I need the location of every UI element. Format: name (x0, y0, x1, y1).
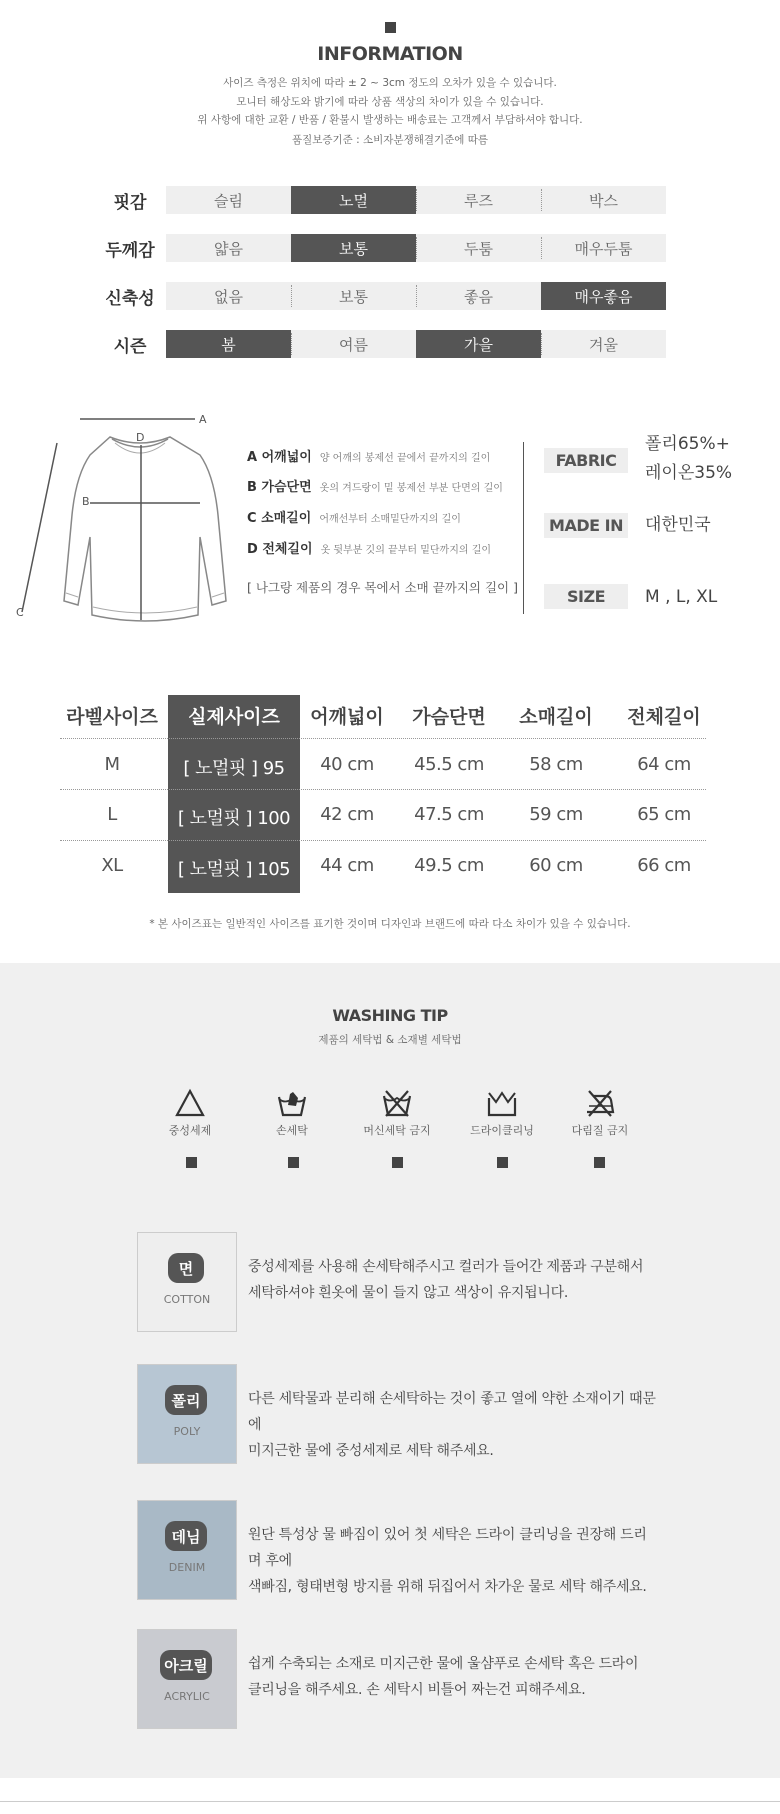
attribute-bar (166, 330, 666, 358)
material-english: COTTON (163, 1293, 211, 1306)
material-image (137, 1232, 237, 1332)
attribute-option: 루즈 (416, 186, 541, 214)
label-c: C (16, 606, 24, 619)
attribute-bar (166, 186, 666, 214)
attribute-option: 슬림 (214, 191, 243, 210)
table-cell: 64 cm (637, 754, 691, 775)
attribute-option: 매우두툼 (541, 234, 666, 262)
attribute-bar (166, 282, 666, 310)
table-header: 실제사이즈 (188, 706, 280, 728)
measurement-desc: 양 어깨의 봉제선 끝에서 끝까지의 길이 (319, 453, 491, 464)
care-line: 쉽게 수축되는 소재로 미지근한 물에 울샴푸로 손세탁 혹은 드라이 (248, 1656, 639, 1672)
table-header: 어깨넓이 (310, 706, 384, 728)
care-line: 색빠짐, 형태변형 방지를 위해 뒤집어서 차가운 물로 세탁 해주세요. (248, 1579, 647, 1595)
attribute-option: 매우좋음 (541, 282, 666, 310)
table-cell: L (107, 804, 117, 825)
size-label: SIZE (544, 584, 628, 609)
attribute-option: 두툼 (416, 234, 541, 262)
measurement-name: A 어깨넓이 (247, 450, 312, 465)
neutral-detergent-icon (174, 1088, 206, 1118)
measurement-desc: 옷의 겨드랑이 밑 봉제선 부분 단면의 길이 (319, 483, 503, 494)
attribute-option: 여름 (291, 330, 416, 358)
material-care-text (248, 1651, 658, 1703)
table-header: 소매길이 (519, 706, 593, 728)
table-cell: M (104, 754, 120, 775)
table-cell: 65 cm (637, 804, 691, 825)
information-title: INFORMATION (317, 43, 463, 65)
dry-clean (452, 1088, 552, 1138)
wash-icon-label: 다림질 금지 (571, 1124, 629, 1137)
wash-icon-label: 드라이클리닝 (470, 1124, 534, 1137)
attribute-label: 핏감 (113, 193, 147, 213)
made-in-value: 대한민국 (645, 515, 711, 535)
table-cell: 58 cm (529, 754, 583, 775)
material-badge: 아크릴 (160, 1650, 212, 1680)
dry-clean-icon (486, 1088, 518, 1118)
table-cell: 60 cm (529, 855, 583, 876)
material-care-text (248, 1522, 658, 1600)
no-machine-wash (347, 1088, 447, 1138)
table-cell: [ 노멀핏 ] 100 (177, 808, 291, 829)
wash-marker (186, 1157, 197, 1168)
table-cell: 49.5 cm (414, 855, 484, 876)
care-line: 세탁하셔야 흰옷에 물이 들지 않고 색상이 유지됩니다. (248, 1285, 568, 1301)
measurement-definition (247, 476, 503, 495)
table-cell: [ 노멀핏 ] 105 (177, 859, 291, 880)
size-value: M , L, XL (645, 587, 718, 607)
table-cell: 45.5 cm (414, 754, 484, 775)
care-line: 클리닝을 해주세요. 손 세탁시 비틀어 짜는건 피해주세요. (248, 1682, 586, 1698)
measurement-desc: 옷 뒷부분 깃의 끝부터 밑단까지의 길이 (320, 545, 492, 556)
material-badge: 데님 (165, 1521, 207, 1551)
measurement-name: C 소매길이 (247, 511, 312, 526)
table-cell: 44 cm (320, 855, 374, 876)
care-line: 미지근한 물에 중성세제로 세탁 해주세요. (248, 1443, 494, 1459)
attribute-option: 좋음 (416, 282, 541, 310)
info-line: 모니터 해상도와 밝기에 따라 상품 색상의 차이가 있을 수 있습니다. (236, 96, 544, 108)
material-image (137, 1500, 237, 1600)
raglan-note: [ 나그랑 제품의 경우 목에서 소매 끝까지의 길이 ] (247, 580, 518, 595)
measurement-name: B 가슴단면 (247, 480, 312, 495)
row-divider (60, 738, 706, 739)
wash-marker (288, 1157, 299, 1168)
neutral-detergent (140, 1088, 240, 1138)
material-badge: 면 (168, 1253, 204, 1283)
material-english: DENIM (168, 1561, 206, 1574)
material-badge: 폴리 (165, 1385, 207, 1415)
no-ironing (550, 1088, 650, 1138)
material-care-text (248, 1386, 658, 1464)
attribute-option: 얇음 (214, 239, 243, 258)
made-in-label: MADE IN (544, 513, 628, 538)
fabric-line: 레이온35% (645, 463, 733, 483)
attribute-label: 신축성 (105, 289, 155, 309)
attribute-option: 박스 (541, 186, 666, 214)
wash-marker (497, 1157, 508, 1168)
attribute-option: 가을 (416, 330, 541, 358)
info-line: 품질보증기준 : 소비자분쟁해결기준에 따름 (291, 134, 489, 146)
attribute-option: 노멀 (291, 186, 416, 214)
attribute-option: 보통 (291, 282, 416, 310)
table-header: 라벨사이즈 (66, 706, 158, 728)
attribute-label: 시즌 (113, 337, 147, 357)
table-cell: 40 cm (320, 754, 374, 775)
material-care-text (248, 1254, 658, 1306)
attribute-option: 겨울 (541, 330, 666, 358)
bottom-divider (0, 1801, 780, 1802)
attribute-option: 봄 (166, 330, 291, 358)
material-english: POLY (173, 1425, 201, 1438)
attribute-label: 두께감 (105, 241, 155, 261)
fabric-label: FABRIC (544, 448, 628, 473)
washing-subtitle: 제품의 세탁법 & 소재별 세탁법 (318, 1034, 462, 1046)
measurement-name: D 전체길이 (247, 542, 313, 557)
fabric-value (645, 430, 732, 488)
measurement-desc: 어깨선부터 소매밑단까지의 길이 (319, 514, 461, 525)
row-divider (60, 840, 706, 841)
no-machine-wash-icon (380, 1088, 414, 1118)
section-marker (385, 22, 396, 33)
wash-icon-label: 중성세제 (168, 1124, 212, 1137)
material-image (137, 1629, 237, 1729)
wash-icon-label: 손세탁 (276, 1124, 308, 1137)
hand-wash-icon (276, 1088, 308, 1118)
table-cell: 47.5 cm (414, 804, 484, 825)
fabric-line: 폴리65%+ (645, 434, 730, 454)
table-cell: 66 cm (637, 855, 691, 876)
hand-wash (242, 1088, 342, 1138)
table-cell: XL (101, 855, 123, 876)
table-header: 전체길이 (627, 706, 701, 728)
wash-marker (594, 1157, 605, 1168)
label-d: D (136, 431, 145, 444)
attribute-bar (166, 234, 666, 262)
attribute-option: 보통 (291, 234, 416, 262)
wash-icon-label: 머신세탁 금지 (363, 1124, 431, 1137)
attribute-option: 없음 (214, 287, 243, 306)
label-b: B (82, 495, 90, 508)
washing-title: WASHING TIP (332, 1006, 448, 1025)
care-line: 중성세제를 사용해 손세탁해주시고 컬러가 들어간 제품과 구분해서 (248, 1259, 644, 1275)
care-line: 다른 세탁물과 분리해 손세탁하는 것이 좋고 열에 약한 소재이기 때문에 (248, 1391, 656, 1433)
info-line: 사이즈 측정은 위치에 따라 ± 2 ~ 3cm 정도의 오차가 있을 수 있습니다. (223, 77, 557, 89)
measurement-definition (247, 507, 461, 526)
care-line: 원단 특성상 물 빠짐이 있어 첫 세탁은 드라이 클리닝을 권장해 드리며 후에 (248, 1527, 647, 1569)
table-cell: 59 cm (529, 804, 583, 825)
size-note: * 본 사이즈표는 일반적인 사이즈를 표기한 것이며 디자인과 브랜드에 따라 다소 차이가 있을 수 있습니다. (149, 918, 631, 930)
material-image (137, 1364, 237, 1464)
row-divider (60, 789, 706, 790)
wash-marker (392, 1157, 403, 1168)
table-cell: 42 cm (320, 804, 374, 825)
no-ironing-icon (583, 1088, 617, 1118)
table-header: 가슴단면 (412, 706, 486, 728)
label-a: A (199, 413, 207, 426)
material-english: ACRYLIC (164, 1690, 210, 1703)
divider (523, 442, 524, 614)
measurement-definition (247, 446, 490, 465)
measurement-definition (247, 538, 491, 557)
table-cell: [ 노멀핏 ] 95 (183, 758, 285, 779)
info-line: 위 사항에 대한 교환 / 반품 / 환불시 발생하는 배송료는 고객께서 부담하셔야 합니다. (197, 114, 583, 126)
garment-diagram (0, 405, 240, 625)
